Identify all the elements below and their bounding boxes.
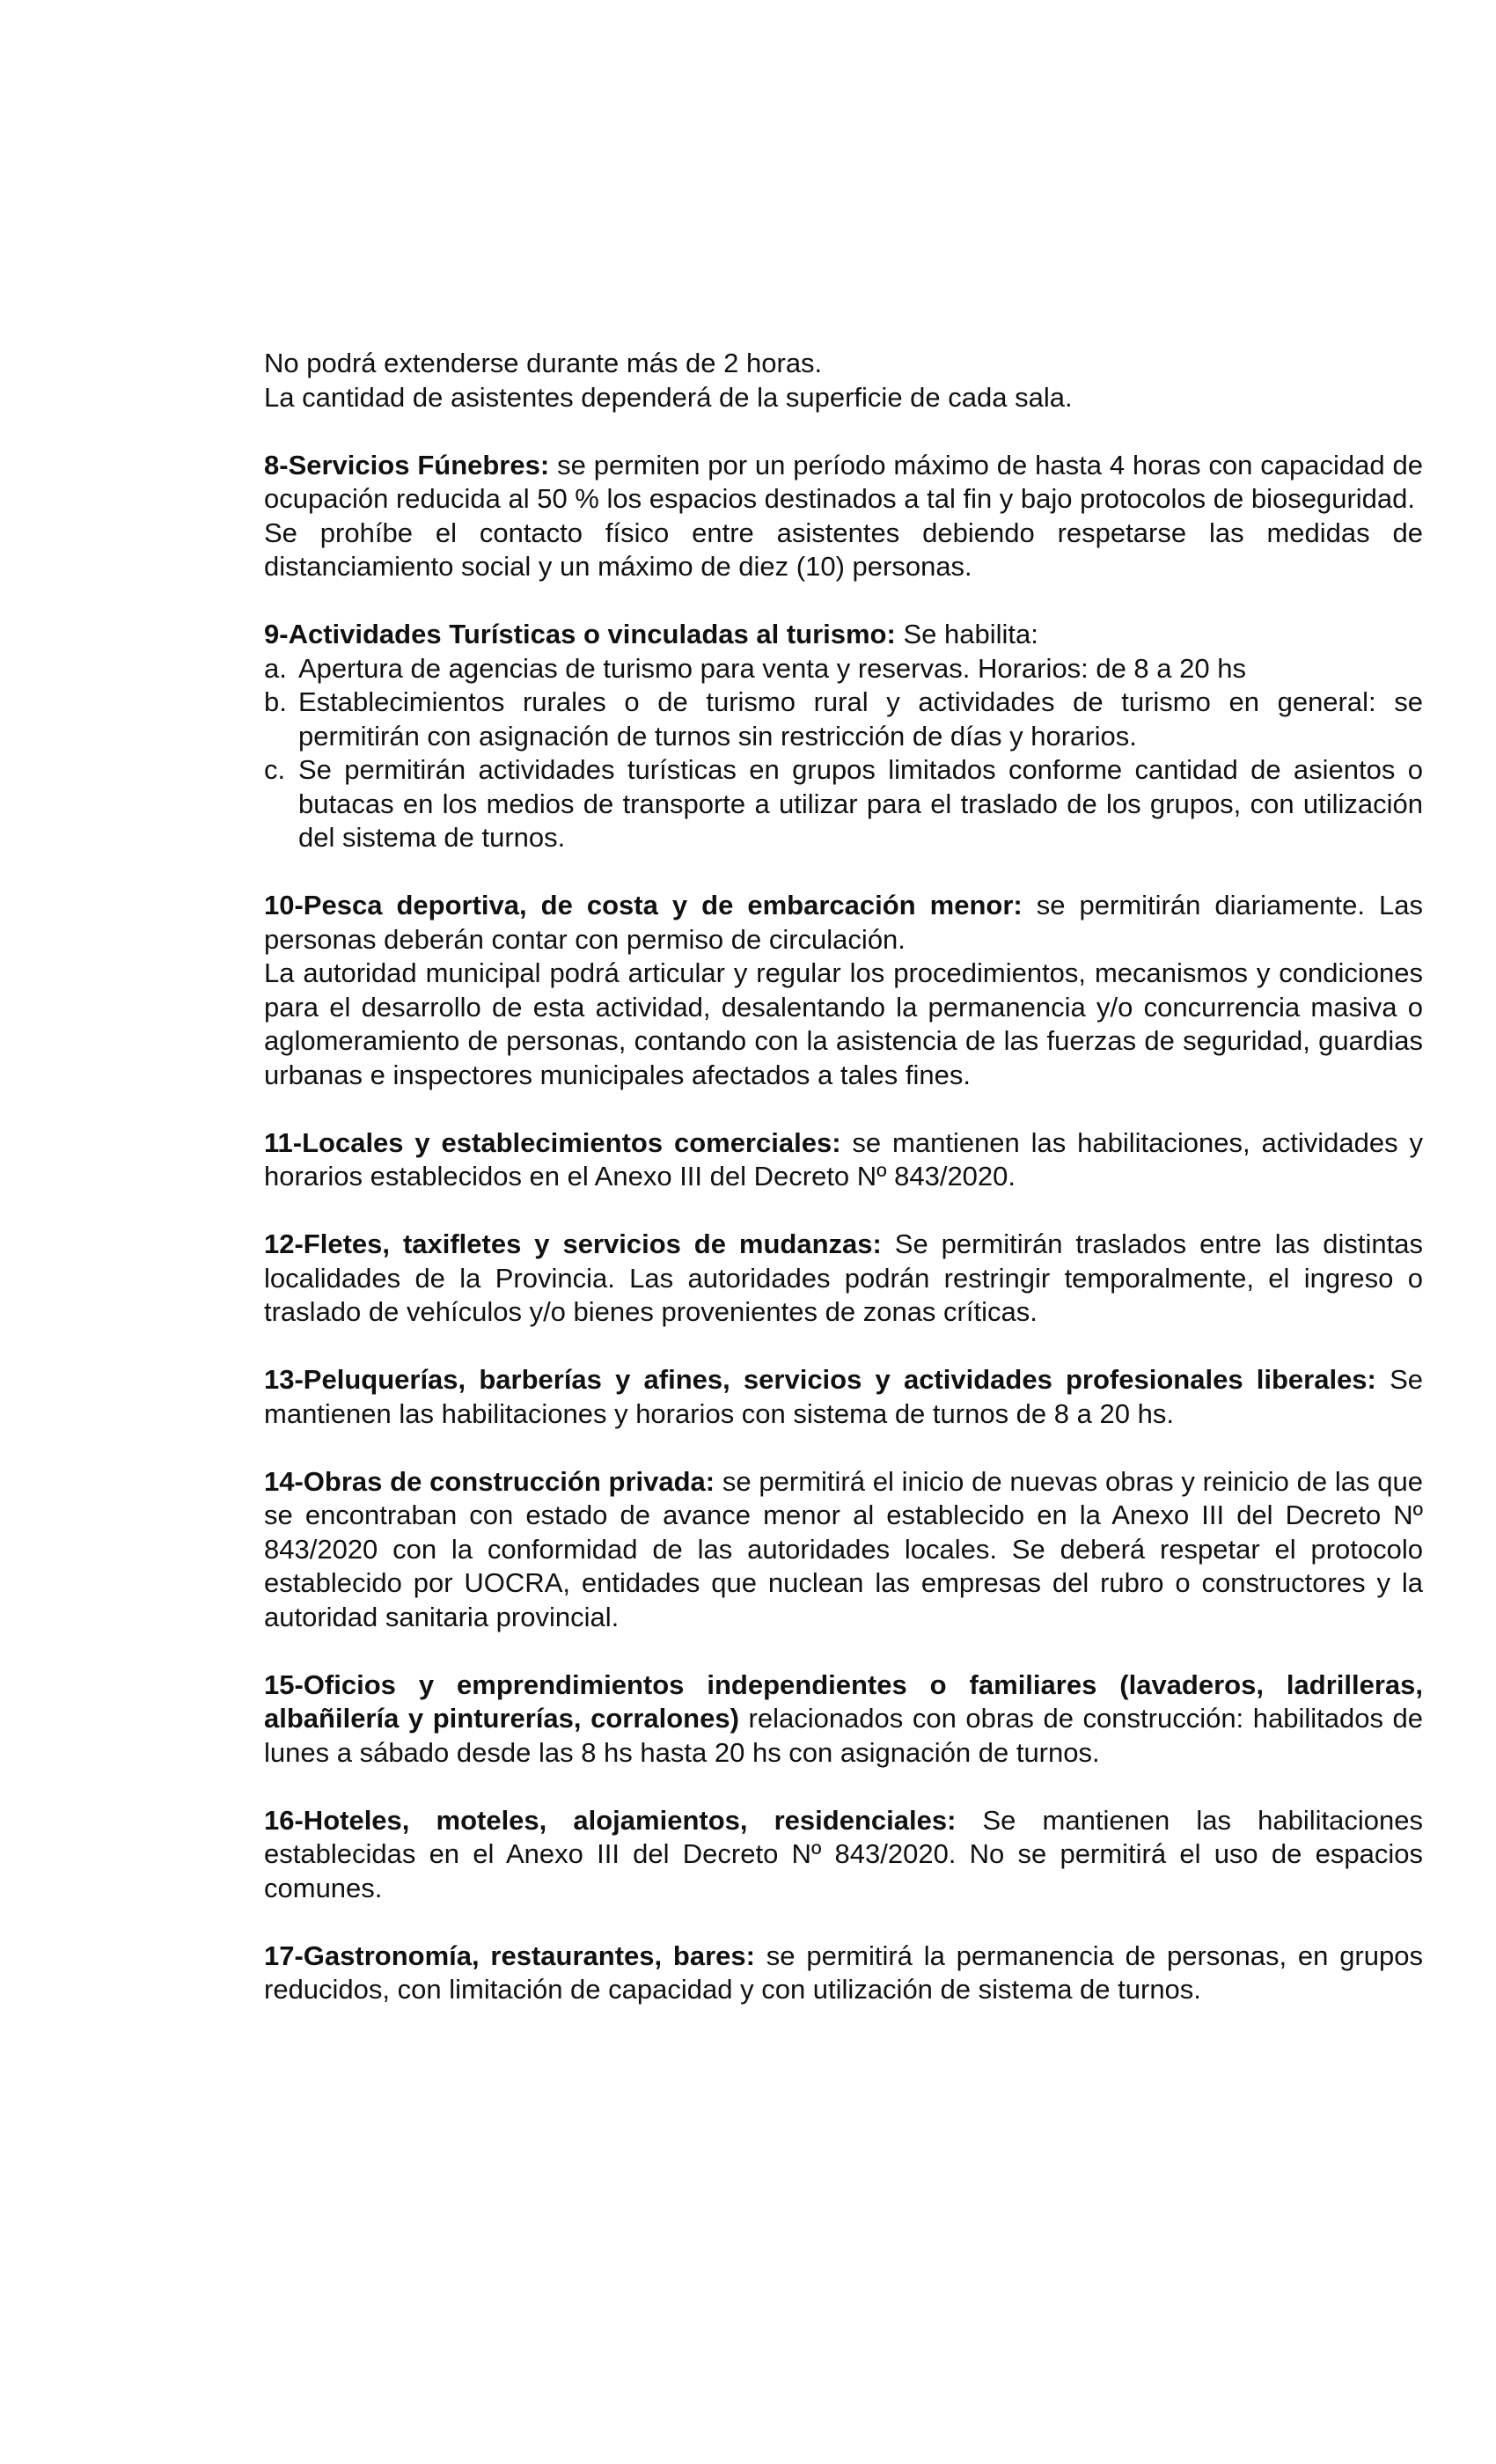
- section-13-text: Se mantienen las habilitaciones y horarios con sistema de turnos de 8 a 20 hs.: [264, 1364, 1423, 1429]
- section-10-text: se permitirán diariamente. Las personas deberán contar con permiso de circulación.: [264, 890, 1423, 955]
- section-8-paragraph-2: Se prohíbe el contacto físico entre asistentes debiendo respetarse las medidas de distanciamiento social y un máximo de diez (10) personas.: [264, 517, 1423, 582]
- section-17-gastronomia: [264, 1940, 1423, 2007]
- section-14-heading: 14-Obras de construcción privada:: [264, 1465, 715, 1497]
- section-14-obras-construccion: [264, 1465, 1423, 1635]
- intro-line-1: No podrá extenderse durante más de 2 horas.: [264, 348, 823, 378]
- list-item-text: Se permitirán actividades turísticas en grupos limitados conforme cantidad de asientos o butacas en los medios de transporte a utilizar para el traslado de los grupos, con utilización del sistema de turnos.: [298, 754, 1423, 853]
- list-item: [264, 753, 1423, 855]
- section-16-heading: 16-Hoteles, moteles, alojamientos, residenciales:: [264, 1804, 957, 1836]
- section-14-text: se permitirá el inicio de nuevas obras y reinicio de las que se encontraban con estado de avance menor al establecido en la Anexo III del Decreto Nº 843/2020 con la conformidad de las autoridades locales. Se deberá respetar el protocolo establecido por UOCRA, entidades que nuclean las empresas del rubro o constructores y la autoridad sanitaria provincial.: [264, 1465, 1423, 1632]
- section-11-heading: 11-Locales y establecimientos comerciales:: [264, 1126, 841, 1158]
- section-8-servicios-funebres: [264, 449, 1423, 584]
- section-10-heading: 10-Pesca deportiva, de costa y de embarcación menor:: [264, 890, 1023, 920]
- intro-line-2: La cantidad de asistentes dependerá de la superficie de cada sala.: [264, 381, 1073, 413]
- list-item-marker: c.: [264, 754, 286, 785]
- list-item-marker: a.: [264, 652, 287, 684]
- section-9-actividades-turisticas: [264, 618, 1423, 855]
- section-9-list: [264, 652, 1423, 855]
- document-page: [264, 347, 1423, 2007]
- section-16-text: Se mantienen las habilitaciones establecidas en el Anexo III del Decreto Nº 843/2020. No se permitirá el uso de espacios comunes.: [264, 1804, 1423, 1903]
- section-9-text: Se habilita:: [903, 619, 1038, 649]
- list-item-marker: b.: [264, 686, 287, 717]
- section-12-text: Se permitirán traslados entre las distintas localidades de la Provincia. Las autoridades podrán restringir temporalmente, el ingreso o traslado de vehículos y/o bienes provenientes de zonas críticas.: [264, 1228, 1423, 1327]
- section-13-paragraph: [264, 1363, 1423, 1431]
- list-item: [264, 652, 1423, 686]
- section-14-paragraph: [264, 1465, 1423, 1635]
- section-11-paragraph: [264, 1126, 1423, 1194]
- section-8-text: se permiten por un período máximo de hasta 4 horas con capacidad de ocupación reducida al 50 % los espacios destinados a tal fin y bajo protocolos de bioseguridad.: [264, 449, 1423, 514]
- section-11-text: se mantienen las habilitaciones, actividades y horarios establecidos en el Anexo III del Decreto Nº 843/2020.: [264, 1126, 1423, 1192]
- section-10-paragraph: [264, 889, 1423, 957]
- section-17-paragraph: [264, 1940, 1423, 2007]
- section-12-fletes-mudanzas: [264, 1228, 1423, 1330]
- section-15-oficios-emprendimientos: [264, 1668, 1423, 1771]
- section-12-heading: 12-Fletes, taxifletes y servicios de mudanzas:: [264, 1228, 882, 1259]
- list-item-text: Establecimientos rurales o de turismo rural y actividades de turismo en general: se permitirán con asignación de turnos sin restricción de días y horarios.: [298, 686, 1423, 752]
- section-13-heading: 13-Peluquerías, barberías y afines, servicios y actividades profesionales liberales:: [264, 1364, 1376, 1395]
- section-16-paragraph: [264, 1804, 1423, 1906]
- section-17-heading: 17-Gastronomía, restaurantes, bares:: [264, 1940, 755, 1971]
- section-15-text: relacionados con obras de construcción: habilitados de lunes a sábado desde las 8 hs hasta 20 hs con asignación de turnos.: [264, 1703, 1423, 1768]
- list-item-text: Apertura de agencias de turismo para venta y reservas. Horarios: de 8 a 20 hs: [298, 652, 1246, 684]
- list-item: [264, 686, 1423, 753]
- section-13-peluquerias: [264, 1363, 1423, 1431]
- section-15-heading: 15-Oficios y emprendimientos independientes o familiares (lavaderos, ladrilleras, albañilería y pinturerías, corralones): [264, 1668, 1423, 1734]
- section-12-paragraph: [264, 1228, 1423, 1330]
- section-10-paragraph-2: La autoridad municipal podrá articular y regular los procedimientos, mecanismos y condiciones para el desarrollo de esta actividad, desalentando la permanencia y/o concurrencia masiva o aglomeramiento de personas, contando con la asistencia de las fuerzas de seguridad, guardias urbanas e inspectores municipales afectados a tales fines.: [264, 957, 1423, 1090]
- section-17-text: se permitirá la permanencia de personas, en grupos reducidos, con limitación de capacidad y con utilización de sistema de turnos.: [264, 1940, 1423, 2005]
- section-16-hoteles: [264, 1804, 1423, 1906]
- section-11-locales-comerciales: [264, 1126, 1423, 1194]
- section-9-paragraph: [264, 618, 1423, 652]
- section-15-paragraph: [264, 1668, 1423, 1771]
- section-10-pesca-deportiva: [264, 889, 1423, 1092]
- section-8-paragraph: [264, 449, 1423, 517]
- section-9-heading: 9-Actividades Turísticas o vinculadas al turismo:: [264, 619, 896, 649]
- section-8-heading: 8-Servicios Fúnebres:: [264, 449, 550, 480]
